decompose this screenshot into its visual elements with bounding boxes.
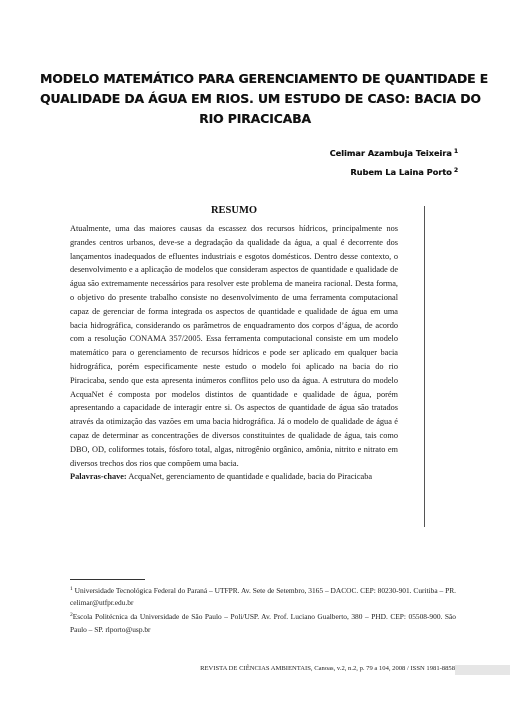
footnote-1-text: Universidade Tecnológica Federal do Paraná – UTFPR. Av. Sete de Setembro, 3165 – DACOC. CEP: 80230-901. Curitiba – PR. celimar@utfpr.edu.br [70,586,456,608]
abstract-body [70,222,398,484]
keywords-line [70,470,398,484]
margin-rule [424,206,425,527]
keywords-text: AcquaNet, gerenciamento de quantidade e qualidade, bacia do Piracicaba [128,472,373,482]
author-1-mark: 1 [453,148,458,155]
footnote-2-text: Escola Politécnica da Universidade de São Paulo – Poli/USP. Av. Prof. Luciano Gualberto, 380 – PHD. CEP: 05508-900. São Paulo – SP. rlporto@usp.br [70,612,456,634]
author-1 [330,143,458,162]
footnote-2-mark: 2 [70,612,73,619]
author-2-mark: 2 [453,167,458,174]
title-line-2: QUALIDADE DA ÁGUA EM RIOS. UM ESTUDO DE CASO: BACIA DO [40,91,481,106]
title-line-3: RIO PIRACICABA [199,111,311,126]
keywords-label: Palavras-chave: [70,472,127,482]
article-title [40,69,488,129]
author-1-name: Celimar Azambuja Teixeira [329,148,452,158]
footnote-1-mark: 1 [70,586,73,592]
author-list [330,143,458,181]
abstract-heading: RESUMO [210,205,258,216]
footnote-separator [70,579,145,580]
footer-band [455,665,510,675]
title-line-1: MODELO MATEMÁTICO PARA GERENCIAMENTO DE QUANTIDADE E [40,71,488,86]
author-2-name: Rubem La Laina Porto [350,167,452,177]
footnote-1 [70,583,456,609]
author-2 [330,162,458,181]
footnotes [70,583,456,636]
abstract-text: Atualmente, uma das maiores causas da escassez dos recursos hídricos, principalmente nos grandes centros urbanos, deve-se a degradação da qualidade da água, a qual é decorrente dos lançamentos inadequados de efluentes industriais e esgotos domésticos. Dentro desse contexto, o desenvolvimento e a aplicação de modelos que consideram aspectos de quantidade e qualidade de água são extremamente necessários para resolver este problema de maneira racional. Desta forma, o objetivo do presente trabalho consiste no desenvolvimento de uma ferramenta computacional capaz de gerenciar de forma integrada os aspectos de quantidade e qualidade de água em uma bacia hidrográfica, considerando os parâmetros de enquadramento dos corpos d’água, de acordo com a resolução CONAMA 357/2005. Essa ferramenta computacional consiste em um modelo matemático para o gerenciamento de recursos hídricos e pode ser aplicado em qualquer bacia hidrográfica, porém especificamente neste estudo o modelo foi aplicado na bacia do rio Piracicaba, sendo que esta apresenta inúmeros conflitos pelo uso da água. A estrutura do modelo AcquaNet é composta por modelos distintos de quantidade e qualidade de água, porém apresentando a capacidade de interagir entre si. Os aspectos de quantidade de água são tratados através da otimização das vazões em uma bacia hidrográfica. Já o modelo de qualidade de água é capaz de determinar as concentrações de diversos constituintes de qualidade de água, tais como DBO, OD, coliformes totais, fósforo total, algas, nitrogênio orgânico, amônia, nitrito e nitrato em diversos trechos dos rios que compõem uma bacia. [70,224,398,468]
journal-footer: REVISTA DE CIÊNCIAS AMBIENTAIS, Canoas, v.2, n.2, p. 79 a 104, 2008 / ISSN 1981-8858 [200,665,455,672]
footnote-2 [70,609,456,635]
